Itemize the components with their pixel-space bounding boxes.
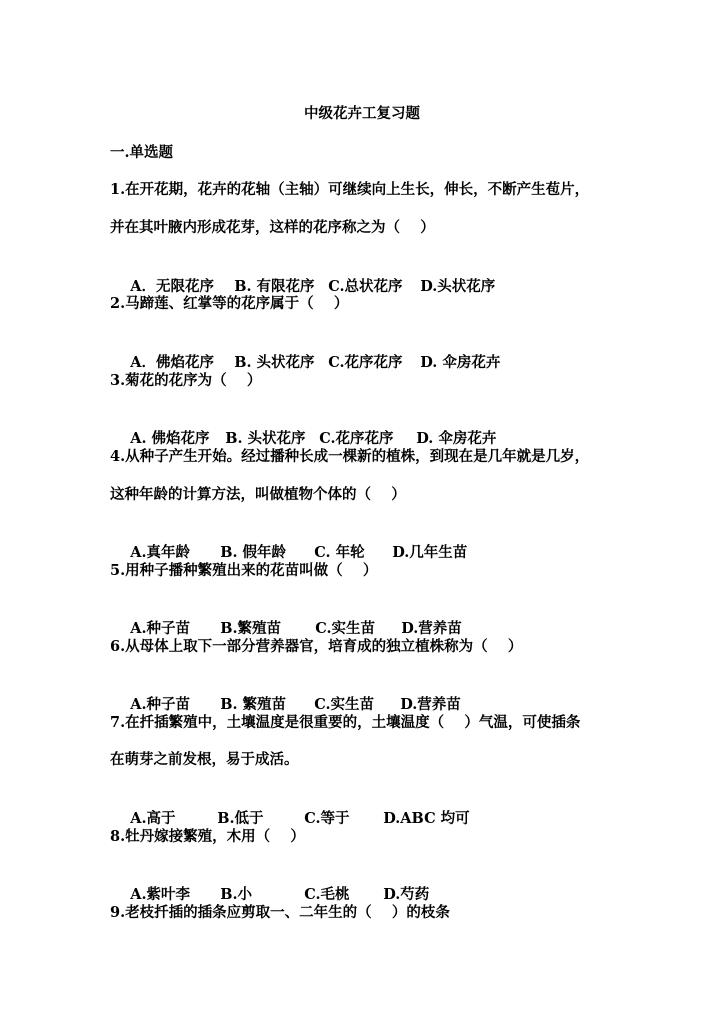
question-1-line-1: 1.在开花期，花卉的花轴（主轴）可继续向上生长，伸长，不断产生苞片， — [110, 181, 590, 198]
document-title: 中级花卉工复习题 — [304, 105, 420, 122]
option-a: A.紫叶李 — [130, 886, 191, 903]
option-c: C.花序花序 — [319, 430, 394, 447]
option-b: B. 有限花序 — [234, 278, 315, 295]
option-c: C.花序花序 — [328, 354, 403, 371]
question-2-line-1: 2.马蹄莲、红掌等的花序属于（ ） — [110, 295, 349, 312]
question-1-line-2: 并在其叶腋内形成花芽，这样的花序称之为（ ） — [110, 219, 435, 236]
option-a: A.真年龄 — [130, 544, 191, 561]
question-6-line-1: 6.从母体上取下一部分营养器官，培育成的独立植株称为（ ） — [110, 638, 523, 655]
option-a: A. 佛焰花序 — [130, 430, 210, 447]
question-7-line-2: 在萌芽之前发根，易于成活。 — [110, 751, 299, 768]
option-a: A．无限花序 — [130, 278, 214, 295]
option-c: C.实生苗 — [314, 696, 375, 713]
option-c: C.等于 — [304, 810, 350, 827]
option-a: A.高于 — [130, 810, 176, 827]
question-7-line-1: 7.在扦插繁殖中，土壤温度是很重要的，土壤温度（ ）气温，可使插条 — [110, 714, 581, 731]
option-d: D.营养苗 — [401, 620, 462, 637]
option-a: A.种子苗 — [130, 696, 191, 713]
option-d: D. 伞房花卉 — [420, 354, 501, 371]
option-a: A.种子苗 — [130, 620, 191, 637]
option-b: B.繁殖苗 — [220, 620, 282, 637]
option-d: D.ABC 均可 — [383, 810, 470, 827]
question-4-line-2: 这种年龄的计算方法，叫做植物个体的（ ） — [110, 486, 406, 503]
option-d: D.芍药 — [383, 886, 430, 903]
question-5-line-1: 5.用种子播种繁殖出来的花苗叫做（ ） — [110, 562, 378, 579]
question-8-line-1: 8.牡丹嫁接繁殖，木用（ ） — [110, 828, 305, 845]
question-3-line-1: 3.菊花的花序为（ ） — [110, 372, 262, 389]
option-b: B.小 — [220, 886, 253, 903]
option-d: D.几年生苗 — [392, 544, 468, 561]
option-b: B. 头状花序 — [225, 430, 306, 447]
option-a: A．佛焰花序 — [130, 354, 214, 371]
option-b: B.低于 — [217, 810, 264, 827]
option-d: D. 伞房花卉 — [416, 430, 497, 447]
option-b: B. 假年龄 — [220, 544, 287, 561]
question-4-line-1: 4.从种子产生开始。经过播种长成一棵新的植株，到现在是几年就是几岁， — [110, 448, 590, 465]
option-c: C.毛桃 — [304, 886, 350, 903]
option-c: C. 年轮 — [314, 544, 365, 561]
option-c: C.实生苗 — [315, 620, 376, 637]
option-b: B. 繁殖苗 — [220, 696, 287, 713]
option-b: B. 头状花序 — [234, 354, 315, 371]
option-d: D.头状花序 — [420, 278, 496, 295]
option-c: C.总状花序 — [328, 278, 403, 295]
section-heading: 一.单选题 — [110, 144, 174, 161]
question-9-line-1: 9.老枝扦插的插条应剪取一、二年生的（ ）的枝条 — [110, 904, 450, 921]
option-d: D.营养苗 — [400, 696, 461, 713]
